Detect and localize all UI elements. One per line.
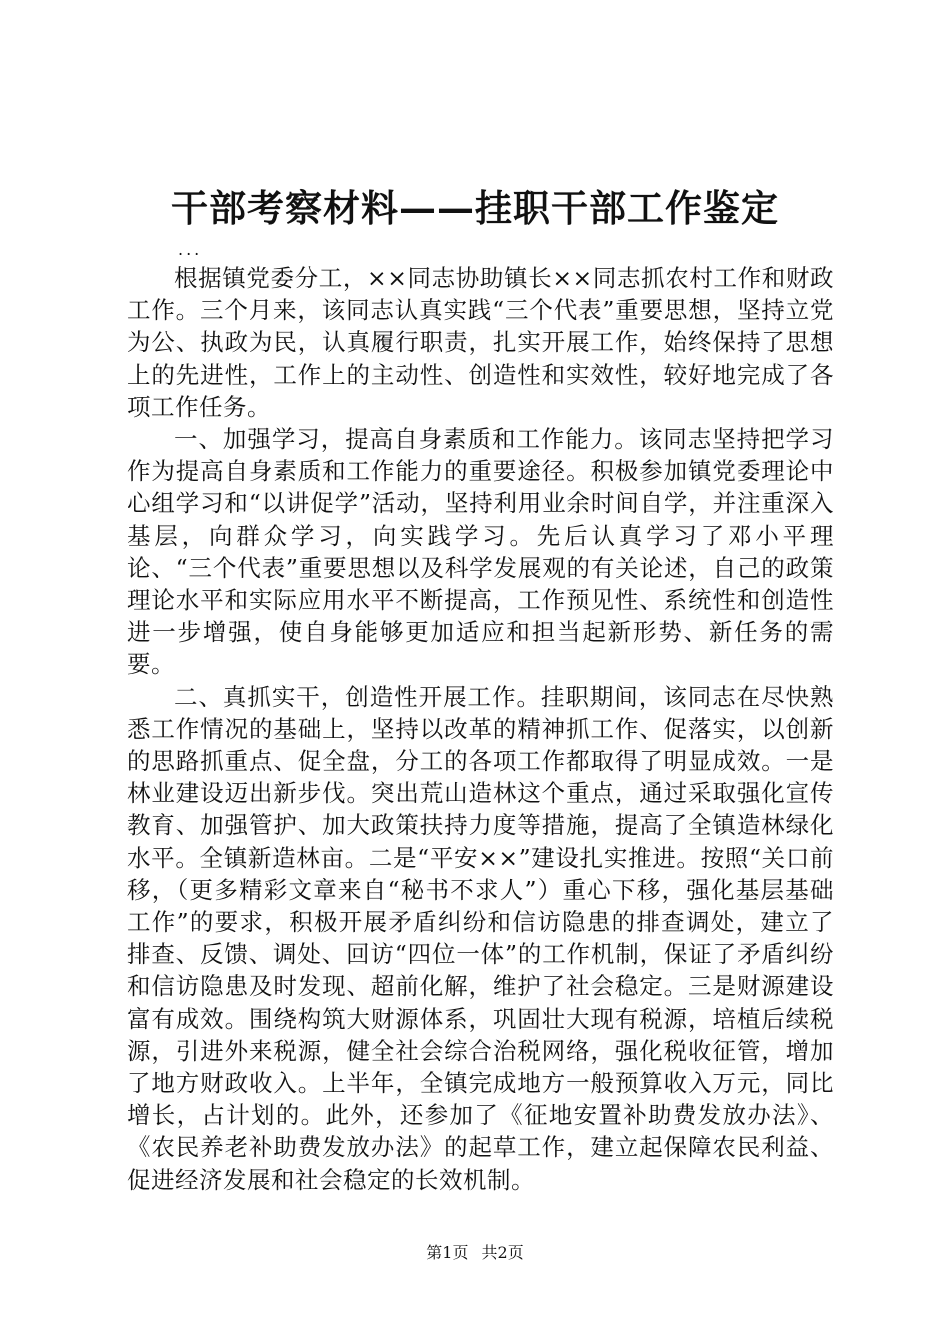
page-total: 共2页 (481, 1243, 524, 1262)
ellipsis-marker: ... (178, 240, 203, 259)
paragraph-study: 一、加强学习，提高自身素质和工作能力。该同志坚持把学习作为提高自身素质和工作能力的重要途径。积极参加镇党委理论中心组学习和“以讲促学”活动，坚持利用业余时间自学，并注重深入基层，向群众学习，向实践学习。先后认真学习了邓小平理论、“三个代表”重要思想以及科学发展观的有关论述，自己的政策理论水平和实际应用水平不断提高，工作预见性、系统性和创造性进一步增强，使自身能够更加适应和担当起新形势、新任务的需要。 (127, 425, 834, 679)
page-footer (0, 1243, 950, 1263)
page-number: 第1页 (426, 1243, 469, 1262)
document-title: 干部考察材料——挂职干部工作鉴定 (171, 186, 779, 230)
paragraph-work: 二、真抓实干，创造性开展工作。挂职期间，该同志在尽快熟悉工作情况的基础上，坚持以改革的精神抓工作、促落实，以创新的思路抓重点、促全盘，分工的各项工作都取得了明显成效。一是林业建设迈出新步伐。突出荒山造林这个重点，通过采取强化宣传教育、加强管护、加大政策扶持力度等措施，提高了全镇造林绿化水平。全镇新造林亩。二是“平安××”建设扎实推进。按照“关口前移，（更多精彩文章来自“秘书不求人”）重心下移，强化基层基础工作”的要求，积极开展矛盾纠纷和信访隐患的排查调处，建立了排查、反馈、调处、回访“四位一体”的工作机制，保证了矛盾纠纷和信访隐患及时发现、超前化解，维护了社会稳定。三是财源建设富有成效。围绕构筑大财源体系，巩固壮大现有税源，培植后续税源，引进外来税源，健全社会综合治税网络，强化税收征管，增加了地方财政收入。上半年，全镇完成地方一般预算收入万元，同比增长，占计划的。此外，还参加了《征地安置补助费发放办法》、《农民养老补助费发放办法》的起草工作，建立起保障农民利益、促进经济发展和社会稳定的长效机制。 (127, 682, 834, 1194)
document-body (127, 262, 834, 1196)
paragraph-intro: 根据镇党委分工，××同志协助镇长××同志抓农村工作和财政工作。三个月来，该同志认真实践“三个代表”重要思想，坚持立党为公、执政为民，认真履行职责，扎实开展工作，始终保持了思想上的先进性，工作上的主动性、创造性和实效性，较好地完成了各项工作任务。 (127, 264, 834, 421)
